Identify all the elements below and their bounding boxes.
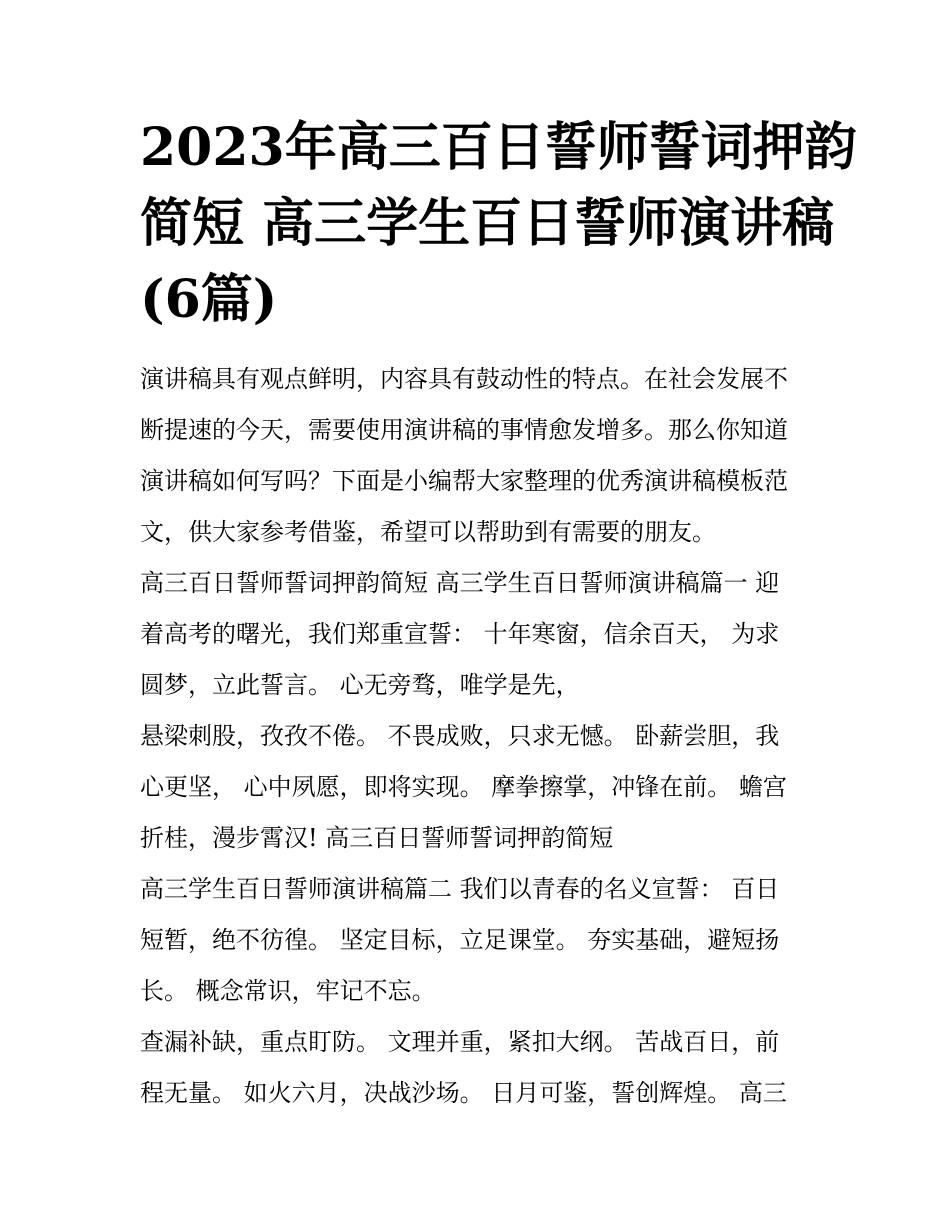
body-paragraph bbox=[140, 1017, 816, 1119]
text-line: 圆梦，立此誓言。 心无旁骛，唯学是先， bbox=[140, 671, 580, 699]
title-line: (6篇) bbox=[140, 269, 278, 330]
text-line: 高三百日誓师誓词押韵简短 高三学生百日誓师演讲稿篇一 迎 bbox=[140, 569, 780, 597]
text-line: 演讲稿如何写吗？下面是小编帮大家整理的优秀演讲稿模板范 bbox=[140, 467, 788, 495]
text-line: 演讲稿具有观点鲜明，内容具有鼓动性的特点。在社会发展不 bbox=[140, 365, 788, 393]
body-paragraph bbox=[140, 711, 816, 864]
text-line: 长。 概念常识，牢记不忘。 bbox=[140, 977, 436, 1005]
text-line: 折桂，漫步霄汉! 高三百日誓师誓词押韵简短 bbox=[140, 824, 614, 852]
text-line: 着高考的曙光，我们郑重宣誓： 十年寒窗，信余百天， 为求 bbox=[140, 620, 780, 648]
text-line: 高三学生百日誓师演讲稿篇二 我们以青春的名义宣誓： 百日 bbox=[140, 875, 780, 903]
body-paragraph bbox=[140, 558, 816, 711]
document-title bbox=[140, 110, 857, 338]
text-line: 断提速的今天，需要使用演讲稿的事情愈发增多。那么你知道 bbox=[140, 416, 788, 444]
text-line: 短暂，绝不彷徨。 坚定目标，立足课堂。 夯实基础，避短扬 bbox=[140, 926, 780, 954]
document-page bbox=[140, 110, 857, 1119]
intro-paragraph bbox=[140, 354, 816, 558]
text-line: 悬梁刺股，孜孜不倦。 不畏成败，只求无憾。 卧薪尝胆，我 bbox=[140, 722, 780, 750]
title-line: 简短 高三学生百日誓师演讲稿 bbox=[140, 193, 835, 254]
text-line: 程无量。 如火六月，决战沙场。 日月可鉴，誓创辉煌。 高三 bbox=[140, 1079, 787, 1107]
text-line: 查漏补缺，重点盯防。 文理并重，紧扣大纲。 苦战百日，前 bbox=[140, 1028, 780, 1056]
title-line: 2023年高三百日誓师誓词押韵 bbox=[140, 117, 857, 178]
text-line: 文，供大家参考借鉴，希望可以帮助到有需要的朋友。 bbox=[140, 518, 716, 546]
text-line: 心更坚， 心中夙愿，即将实现。 摩拳擦掌，冲锋在前。 蟾宫 bbox=[140, 773, 787, 801]
body-paragraph bbox=[140, 864, 816, 1017]
